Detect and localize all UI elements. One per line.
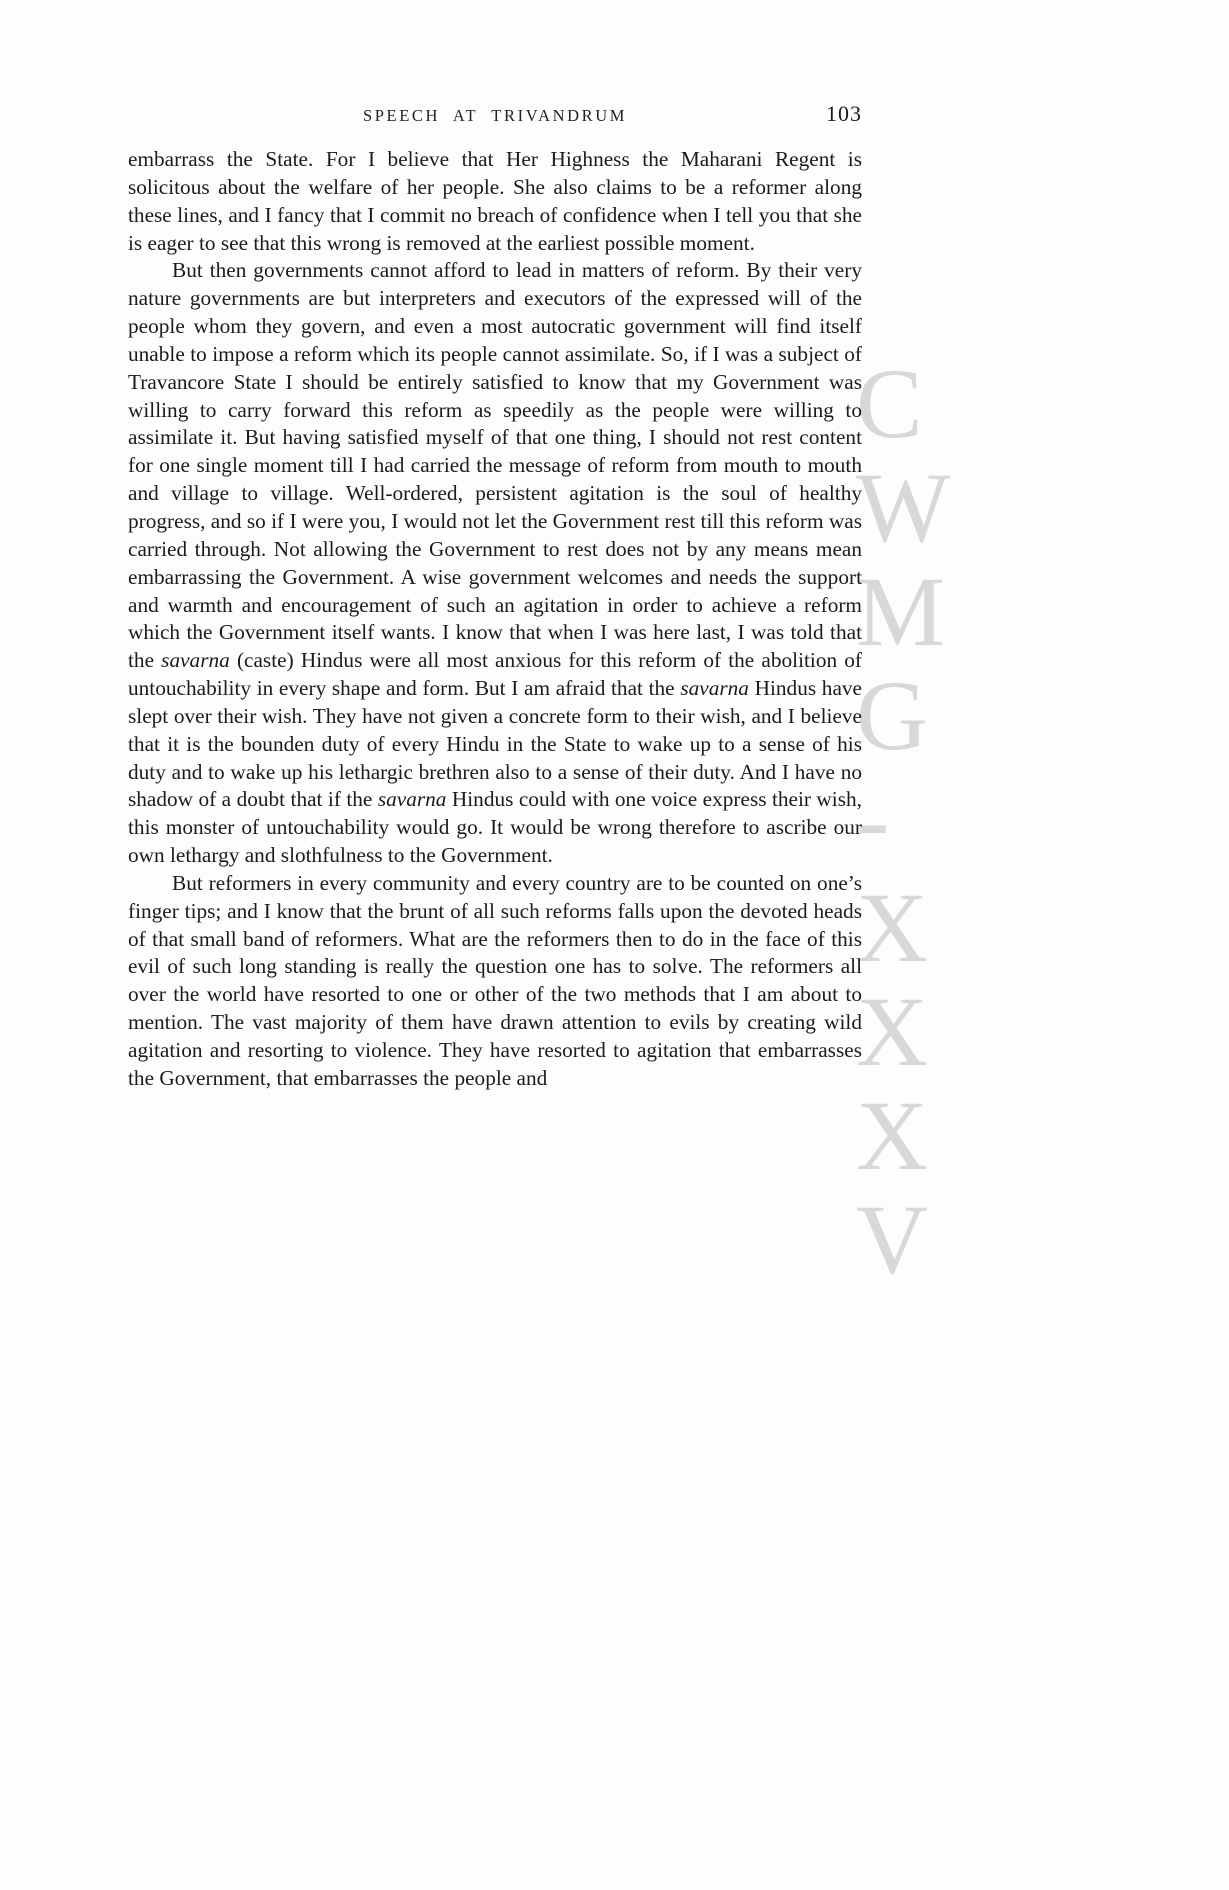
paragraph xyxy=(128,870,862,1093)
text-run: Hindus have slept over their wish. They have not given a concrete form to their wish, and I believe that it is the bounden duty of every Hindu in the State to wake up to a sense of his duty and to wake up his lethargic brethren also to a sense of their duty. And I have no shadow of a doubt that if the xyxy=(128,676,862,812)
watermark-letter: X xyxy=(856,872,929,983)
paragraph xyxy=(128,257,862,870)
text-run: embarrass the State. For I believe that Her Highness the Maharani Regent is solicitous about the welfare of her people. She also claims to be a reformer along these lines, and I fancy that I commit no breach of confidence when I tell you that she is eager to see that this wrong is removed at the earliest possible moment. xyxy=(128,147,862,255)
italic-term: savarna xyxy=(377,787,447,812)
watermark-cwmg xyxy=(856,348,986,875)
page-title: SPEECH AT TRIVANDRUM xyxy=(362,106,628,125)
watermark-letter: M xyxy=(856,556,945,667)
watermark-letter: - xyxy=(856,764,890,875)
italic-term: savarna xyxy=(680,676,749,701)
italic-term: savarna xyxy=(161,648,230,673)
text-run: (caste) Hindus were all most anxious for this reform of the abolition of untouchability in every shape and form. But I am afraid that the xyxy=(128,648,863,701)
watermark-letter: X xyxy=(856,1080,929,1191)
watermark-letter: X xyxy=(856,976,929,1087)
watermark-volume xyxy=(856,872,986,1295)
page-number: 103 xyxy=(826,101,862,126)
text-run: But reformers in every community and every country are to be counted on one’s finger tips; and I know that the brunt of all such reforms falls upon the devoted heads of that small band of reformers. What are the reformers then to do in the face of this evil of such long standing is really the question one has to solve. The reformers all over the world have resorted to one or other of the two methods that I am about to mention. The vast majority of them have drawn attention to evils by creating wild agitation and resorting to violence. They have resorted to agitation that embarrasses the Government, that embarrasses the people and xyxy=(128,870,862,1090)
watermark-letter: G xyxy=(856,660,929,771)
body-text xyxy=(128,146,862,1093)
page-header xyxy=(128,101,862,136)
text-run: Hindus could with one voice express their wish, this monster of untouchability would go. It would be wrong therefore to ascribe our own lethargy and slothfulness to the Government. xyxy=(128,787,862,868)
watermark-letter: W xyxy=(856,452,951,563)
text-run: But then governments cannot afford to lead in matters of reform. By their very nature governments are but interpreters and executors of the expressed will of the people whom they govern, and even a most autocratic government will find itself unable to impose a reform which its people cannot assimilate. So, if I was a subject of Travancore State I should be entirely satisfied to know that my Government was willing to carry forward this reform as speedily as the people were willing to assimilate it. But having satisfied myself of that one thing, I should not rest content for one single moment till I had carried the message of reform from mouth to mouth and village to village. Well-ordered, persistent agitation is the soul of healthy progress, and so if I were you, I would not let the Government rest till this reform was carried through. Not allowing the Government to rest does not by any means mean embarrassing the Government. A wise government welcomes and needs the support and warmth and encouragement of such an agitation in order to achieve a reform which the Government itself wants. I know that when I was here last, I was told that the xyxy=(128,258,862,673)
watermark-letter: V xyxy=(856,1184,929,1295)
watermark-letter: C xyxy=(856,348,923,459)
paragraph xyxy=(128,146,862,257)
